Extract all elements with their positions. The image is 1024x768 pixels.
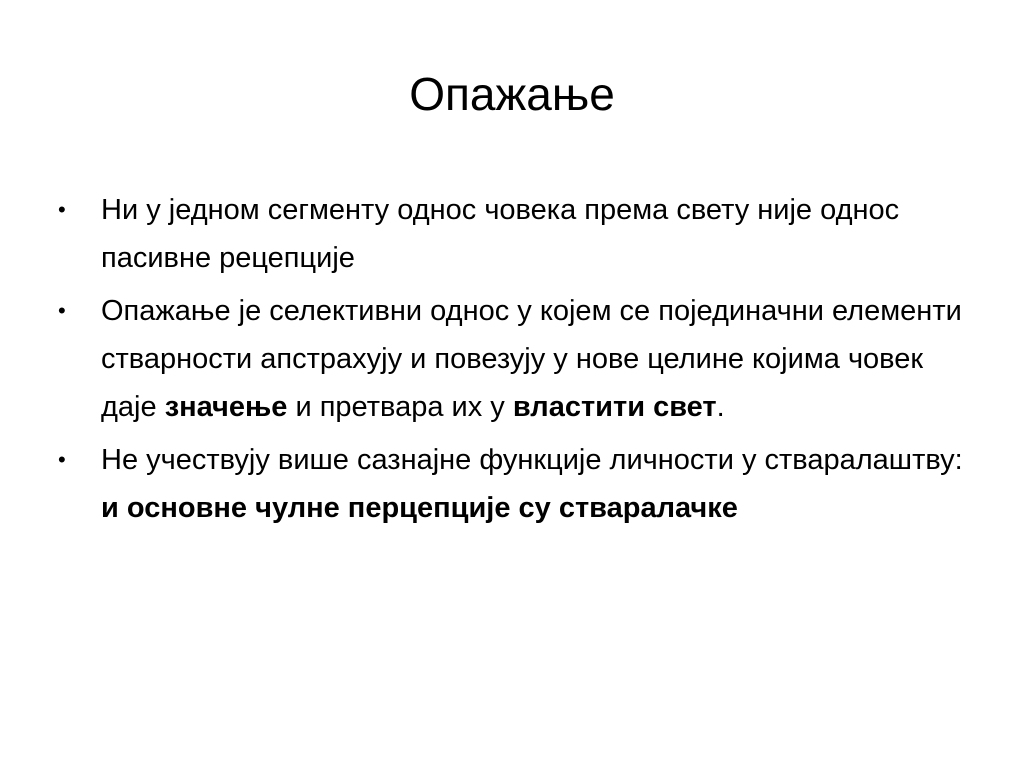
bullet-item xyxy=(58,186,978,282)
bullet-text-segment: Ни у једном сегменту однос човека према свету није однос пасивне рецепције xyxy=(101,194,900,274)
bullet-dot-icon: • xyxy=(58,197,66,222)
bullet-list xyxy=(58,186,978,537)
bullet-text-bold-segment: и основне чулне перцепције су стваралачке xyxy=(101,492,738,524)
bullet-text-segment: Опажање је селективни однос у којем се појединачни елементи стварности апстрахују и повезују у нове целине којима човек даје xyxy=(101,295,962,423)
bullet-text-bold-segment: властити свет xyxy=(512,391,717,423)
bullet-item xyxy=(58,436,978,532)
bullet-text-bold-segment: значење xyxy=(164,391,288,423)
bullet-text-segment: . xyxy=(716,391,725,423)
bullet-text-segment: и претвара их у xyxy=(287,391,513,423)
bullet-text-segment: Не учествују више сазнајне функције личности у стваралаштву: xyxy=(101,444,963,476)
bullet-dot-icon: • xyxy=(58,298,66,323)
slide-title: Опажање xyxy=(409,68,615,120)
bullet-item xyxy=(58,287,978,431)
bullet-dot-icon: • xyxy=(58,447,66,472)
